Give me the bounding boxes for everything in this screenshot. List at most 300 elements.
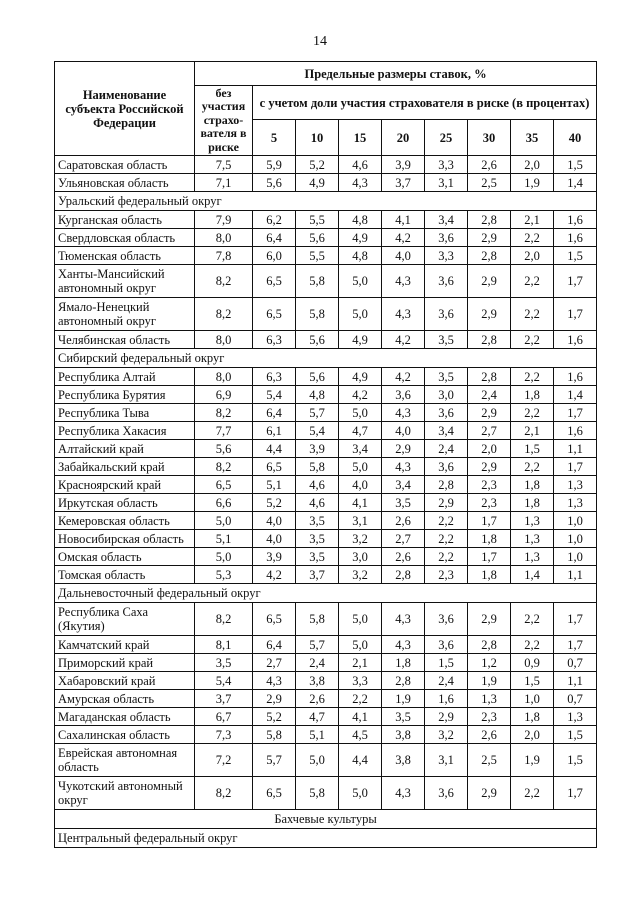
rate-value: 2,2 xyxy=(339,690,382,708)
rate-value: 3,8 xyxy=(382,726,425,744)
rate-value: 3,4 xyxy=(339,440,382,458)
rate-value: 1,6 xyxy=(425,690,468,708)
rate-value: 1,0 xyxy=(554,512,597,530)
rate-value: 5,0 xyxy=(339,603,382,636)
share-percent-header: 30 xyxy=(468,120,511,156)
table-row xyxy=(55,512,597,530)
table-row xyxy=(55,265,597,298)
rate-value: 4,3 xyxy=(382,458,425,476)
rate-value: 4,2 xyxy=(382,368,425,386)
rate-value: 3,3 xyxy=(425,247,468,265)
rate-value: 8,1 xyxy=(195,636,253,654)
table-row xyxy=(55,331,597,349)
rate-value: 8,2 xyxy=(195,404,253,422)
rate-value: 2,2 xyxy=(511,458,554,476)
district-title: Центральный федеральный округ xyxy=(55,829,597,848)
rate-value: 8,0 xyxy=(195,331,253,349)
rate-value: 5,0 xyxy=(339,458,382,476)
rate-value: 2,3 xyxy=(468,494,511,512)
rate-value: 5,7 xyxy=(296,636,339,654)
rate-value: 4,3 xyxy=(382,265,425,298)
subject-name: Саратовская область xyxy=(55,156,195,174)
rate-value: 0,9 xyxy=(511,654,554,672)
rate-value: 2,1 xyxy=(511,422,554,440)
rate-value: 1,6 xyxy=(554,331,597,349)
rate-value: 6,5 xyxy=(253,265,296,298)
subject-name: Амурская область xyxy=(55,690,195,708)
rate-value: 4,9 xyxy=(339,229,382,247)
rate-value: 1,1 xyxy=(554,440,597,458)
rate-value: 8,2 xyxy=(195,603,253,636)
rate-value: 1,3 xyxy=(511,512,554,530)
rate-value: 8,2 xyxy=(195,298,253,331)
rate-value: 2,9 xyxy=(468,265,511,298)
rate-value: 2,2 xyxy=(511,777,554,810)
rate-value: 8,2 xyxy=(195,458,253,476)
rate-value: 2,9 xyxy=(468,603,511,636)
subject-name: Челябинская область xyxy=(55,331,195,349)
rate-value: 1,6 xyxy=(554,211,597,229)
rate-value: 2,0 xyxy=(468,440,511,458)
table-row xyxy=(55,422,597,440)
rate-value: 5,8 xyxy=(296,298,339,331)
rate-value: 2,6 xyxy=(296,690,339,708)
subject-name: Республика Хакасия xyxy=(55,422,195,440)
rate-value: 1,7 xyxy=(554,458,597,476)
table-row xyxy=(55,494,597,512)
rate-value: 4,8 xyxy=(296,386,339,404)
rate-value: 1,8 xyxy=(382,654,425,672)
rates-table-body xyxy=(55,156,597,848)
rate-value: 4,1 xyxy=(339,708,382,726)
rate-value: 4,3 xyxy=(382,603,425,636)
rate-value: 3,4 xyxy=(425,211,468,229)
rate-value: 6,5 xyxy=(253,603,296,636)
rate-value: 5,7 xyxy=(253,744,296,777)
rate-value: 2,3 xyxy=(468,476,511,494)
subject-name: Омская область xyxy=(55,548,195,566)
rate-value: 6,0 xyxy=(253,247,296,265)
rate-value: 6,6 xyxy=(195,494,253,512)
table-row xyxy=(55,229,597,247)
rate-value: 5,5 xyxy=(296,247,339,265)
rate-value: 3,1 xyxy=(339,512,382,530)
rate-value: 3,3 xyxy=(339,672,382,690)
rate-value: 4,0 xyxy=(382,422,425,440)
rate-value: 3,5 xyxy=(296,512,339,530)
rate-value: 1,5 xyxy=(554,156,597,174)
subject-name: Кемеровская область xyxy=(55,512,195,530)
rate-value: 4,7 xyxy=(296,708,339,726)
rate-value: 6,3 xyxy=(253,368,296,386)
rate-value: 5,5 xyxy=(296,211,339,229)
rate-value: 2,8 xyxy=(382,672,425,690)
rate-value: 2,2 xyxy=(511,298,554,331)
table-row xyxy=(55,156,597,174)
rate-value: 1,3 xyxy=(511,548,554,566)
rate-value: 8,0 xyxy=(195,368,253,386)
rate-value: 5,8 xyxy=(296,777,339,810)
rate-value: 4,4 xyxy=(339,744,382,777)
table-row xyxy=(55,476,597,494)
rate-value: 1,3 xyxy=(554,476,597,494)
subject-name: Республика Саха (Якутия) xyxy=(55,603,195,636)
subject-name: Ульяновская область xyxy=(55,174,195,192)
rate-value: 2,2 xyxy=(511,404,554,422)
rate-value: 5,0 xyxy=(339,298,382,331)
rate-value: 1,5 xyxy=(511,672,554,690)
table-row xyxy=(55,298,597,331)
subject-name: Республика Тыва xyxy=(55,404,195,422)
subject-name: Сахалинская область xyxy=(55,726,195,744)
rate-value: 2,0 xyxy=(511,156,554,174)
rate-value: 4,2 xyxy=(253,566,296,584)
subject-name: Новосибирская область xyxy=(55,530,195,548)
rate-value: 2,2 xyxy=(511,636,554,654)
subject-name: Еврейская автономная область xyxy=(55,744,195,777)
rate-value: 1,7 xyxy=(468,512,511,530)
rate-value: 5,4 xyxy=(296,422,339,440)
rate-value: 7,3 xyxy=(195,726,253,744)
rate-value: 1,9 xyxy=(511,744,554,777)
crop-header-row xyxy=(55,810,597,829)
rate-value: 5,8 xyxy=(253,726,296,744)
rate-value: 3,5 xyxy=(425,331,468,349)
table-row xyxy=(55,211,597,229)
rate-value: 1,0 xyxy=(554,548,597,566)
table-row xyxy=(55,654,597,672)
rate-value: 4,2 xyxy=(382,229,425,247)
rates-table xyxy=(54,61,597,848)
rate-value: 2,2 xyxy=(511,331,554,349)
rate-value: 2,7 xyxy=(468,422,511,440)
rate-value: 2,9 xyxy=(468,404,511,422)
rate-value: 2,8 xyxy=(468,368,511,386)
rate-value: 5,6 xyxy=(253,174,296,192)
district-title: Дальневосточный федеральный округ xyxy=(55,584,597,603)
rate-value: 2,7 xyxy=(382,530,425,548)
rate-value: 1,5 xyxy=(511,440,554,458)
subject-name: Ханты-Мансийский автономный округ xyxy=(55,265,195,298)
rate-value: 7,1 xyxy=(195,174,253,192)
rate-value: 1,2 xyxy=(468,654,511,672)
with-share-header: с учетом доли участия страхователя в риске (в процентах) xyxy=(253,86,597,120)
rate-value: 1,9 xyxy=(468,672,511,690)
rate-value: 7,7 xyxy=(195,422,253,440)
rate-value: 5,6 xyxy=(296,331,339,349)
table-row xyxy=(55,744,597,777)
rate-value: 2,9 xyxy=(468,777,511,810)
district-header-row xyxy=(55,192,597,211)
table-row xyxy=(55,368,597,386)
rate-value: 4,9 xyxy=(339,368,382,386)
rate-value: 1,7 xyxy=(554,636,597,654)
rate-value: 3,5 xyxy=(296,530,339,548)
rate-value: 3,2 xyxy=(425,726,468,744)
rate-value: 4,6 xyxy=(339,156,382,174)
rate-value: 4,0 xyxy=(339,476,382,494)
rate-value: 2,6 xyxy=(382,512,425,530)
rate-value: 4,1 xyxy=(382,211,425,229)
rate-value: 3,6 xyxy=(425,298,468,331)
subject-name: Тюменская область xyxy=(55,247,195,265)
table-row xyxy=(55,530,597,548)
subject-name: Красноярский край xyxy=(55,476,195,494)
rate-value: 3,6 xyxy=(425,404,468,422)
rate-value: 1,9 xyxy=(511,174,554,192)
rate-value: 7,5 xyxy=(195,156,253,174)
rate-value: 1,4 xyxy=(554,174,597,192)
rate-value: 1,8 xyxy=(511,476,554,494)
rate-value: 4,1 xyxy=(339,494,382,512)
rate-value: 6,5 xyxy=(195,476,253,494)
table-row xyxy=(55,247,597,265)
rate-value: 8,2 xyxy=(195,777,253,810)
rate-value: 2,2 xyxy=(425,530,468,548)
rate-value: 2,8 xyxy=(468,211,511,229)
rate-value: 4,0 xyxy=(382,247,425,265)
rate-value: 2,9 xyxy=(468,298,511,331)
rate-value: 8,0 xyxy=(195,229,253,247)
subject-column-header: Наименование субъекта Российской Федерации xyxy=(55,62,195,156)
rate-value: 5,9 xyxy=(253,156,296,174)
rate-value: 1,3 xyxy=(554,708,597,726)
rate-value: 2,8 xyxy=(425,476,468,494)
rate-value: 5,0 xyxy=(339,777,382,810)
subject-name: Томская область xyxy=(55,566,195,584)
district-header-row xyxy=(55,349,597,368)
rate-value: 2,2 xyxy=(425,512,468,530)
rate-value: 2,8 xyxy=(382,566,425,584)
rate-value: 7,2 xyxy=(195,744,253,777)
rate-value: 3,2 xyxy=(339,566,382,584)
table-row xyxy=(55,548,597,566)
rate-value: 4,2 xyxy=(339,386,382,404)
rate-value: 4,7 xyxy=(339,422,382,440)
subject-name: Алтайский край xyxy=(55,440,195,458)
rate-value: 3,6 xyxy=(425,603,468,636)
table-row xyxy=(55,458,597,476)
without-share-header: без участия страхо-вателя в риске xyxy=(195,86,253,156)
table-row xyxy=(55,440,597,458)
rate-value: 1,3 xyxy=(554,494,597,512)
rate-value: 3,7 xyxy=(195,690,253,708)
table-row xyxy=(55,636,597,654)
rate-value: 3,6 xyxy=(425,458,468,476)
rate-value: 2,0 xyxy=(511,247,554,265)
rate-value: 5,1 xyxy=(296,726,339,744)
table-row xyxy=(55,708,597,726)
rate-value: 5,1 xyxy=(253,476,296,494)
rate-value: 7,8 xyxy=(195,247,253,265)
table-row xyxy=(55,603,597,636)
rate-value: 2,8 xyxy=(468,247,511,265)
rate-value: 3,6 xyxy=(425,265,468,298)
rate-value: 5,2 xyxy=(253,494,296,512)
rate-value: 2,5 xyxy=(468,744,511,777)
rate-value: 4,3 xyxy=(339,174,382,192)
rate-value: 4,3 xyxy=(382,636,425,654)
rate-value: 2,9 xyxy=(468,229,511,247)
rate-value: 2,1 xyxy=(511,211,554,229)
rate-value: 2,2 xyxy=(511,368,554,386)
rate-value: 2,8 xyxy=(468,636,511,654)
rate-value: 3,6 xyxy=(425,229,468,247)
rate-value: 2,8 xyxy=(468,331,511,349)
rate-value: 6,3 xyxy=(253,331,296,349)
rate-value: 6,4 xyxy=(253,229,296,247)
share-percent-header: 25 xyxy=(425,120,468,156)
rate-value: 3,7 xyxy=(382,174,425,192)
rate-value: 2,9 xyxy=(253,690,296,708)
table-row xyxy=(55,566,597,584)
rate-value: 2,2 xyxy=(511,603,554,636)
rate-value: 2,2 xyxy=(511,229,554,247)
rate-value: 1,5 xyxy=(554,744,597,777)
rate-value: 3,4 xyxy=(382,476,425,494)
rate-value: 3,1 xyxy=(425,174,468,192)
rate-value: 4,8 xyxy=(339,211,382,229)
district-title: Сибирский федеральный округ xyxy=(55,349,597,368)
rate-value: 4,0 xyxy=(253,530,296,548)
rate-value: 2,9 xyxy=(425,494,468,512)
rate-value: 4,0 xyxy=(253,512,296,530)
share-percent-header: 10 xyxy=(296,120,339,156)
rate-value: 4,5 xyxy=(339,726,382,744)
rate-value: 1,0 xyxy=(554,530,597,548)
subject-name: Чукотский автономный округ xyxy=(55,777,195,810)
table-row xyxy=(55,174,597,192)
rate-value: 2,4 xyxy=(296,654,339,672)
rate-value: 3,1 xyxy=(425,744,468,777)
rate-value: 2,7 xyxy=(253,654,296,672)
rate-value: 1,6 xyxy=(554,422,597,440)
table-row xyxy=(55,777,597,810)
rate-value: 1,7 xyxy=(468,548,511,566)
rate-value: 3,8 xyxy=(382,744,425,777)
rate-value: 3,5 xyxy=(382,494,425,512)
rate-value: 1,8 xyxy=(468,566,511,584)
rate-value: 2,4 xyxy=(425,672,468,690)
rate-value: 2,1 xyxy=(339,654,382,672)
rate-value: 1,0 xyxy=(511,690,554,708)
rate-value: 3,9 xyxy=(296,440,339,458)
rate-value: 3,2 xyxy=(339,530,382,548)
rate-value: 3,5 xyxy=(425,368,468,386)
rate-value: 6,5 xyxy=(253,777,296,810)
rate-value: 2,3 xyxy=(468,708,511,726)
rate-value: 6,7 xyxy=(195,708,253,726)
rate-value: 0,7 xyxy=(554,654,597,672)
subject-name: Курганская область xyxy=(55,211,195,229)
table-row xyxy=(55,386,597,404)
rate-value: 3,6 xyxy=(425,777,468,810)
rate-value: 5,8 xyxy=(296,603,339,636)
rate-value: 4,3 xyxy=(382,404,425,422)
subject-name: Приморский край xyxy=(55,654,195,672)
rate-value: 4,3 xyxy=(253,672,296,690)
rate-value: 3,5 xyxy=(195,654,253,672)
rate-value: 5,1 xyxy=(195,530,253,548)
rate-value: 2,6 xyxy=(468,726,511,744)
rate-value: 2,9 xyxy=(425,708,468,726)
subject-name: Иркутская область xyxy=(55,494,195,512)
rate-value: 5,2 xyxy=(296,156,339,174)
rate-value: 1,7 xyxy=(554,777,597,810)
rate-value: 5,0 xyxy=(339,636,382,654)
rate-value: 1,4 xyxy=(511,566,554,584)
rate-value: 5,0 xyxy=(195,548,253,566)
share-percent-header: 15 xyxy=(339,120,382,156)
rate-value: 3,4 xyxy=(425,422,468,440)
rate-value: 4,9 xyxy=(296,174,339,192)
rate-value: 4,3 xyxy=(382,298,425,331)
rate-value: 2,4 xyxy=(425,440,468,458)
rate-value: 1,7 xyxy=(554,298,597,331)
rate-value: 5,7 xyxy=(296,404,339,422)
rate-value: 6,5 xyxy=(253,458,296,476)
rate-value: 5,8 xyxy=(296,458,339,476)
rate-value: 8,2 xyxy=(195,265,253,298)
rate-value: 5,4 xyxy=(195,672,253,690)
rate-value: 6,4 xyxy=(253,404,296,422)
rate-value: 1,8 xyxy=(511,708,554,726)
rate-value: 1,3 xyxy=(468,690,511,708)
rate-value: 3,9 xyxy=(382,156,425,174)
rate-value: 6,2 xyxy=(253,211,296,229)
district-header-row xyxy=(55,584,597,603)
rate-value: 5,6 xyxy=(195,440,253,458)
rate-value: 2,3 xyxy=(425,566,468,584)
rate-value: 1,5 xyxy=(554,726,597,744)
table-row xyxy=(55,690,597,708)
rate-value: 5,6 xyxy=(296,229,339,247)
rate-value: 4,6 xyxy=(296,476,339,494)
subject-name: Забайкальский край xyxy=(55,458,195,476)
rate-value: 2,9 xyxy=(468,458,511,476)
rate-value: 4,3 xyxy=(382,777,425,810)
rate-value: 2,9 xyxy=(382,440,425,458)
rate-value: 3,8 xyxy=(296,672,339,690)
rate-value: 1,6 xyxy=(554,229,597,247)
rate-value: 2,5 xyxy=(468,174,511,192)
rate-value: 1,6 xyxy=(554,368,597,386)
rate-value: 3,0 xyxy=(339,548,382,566)
rate-value: 6,9 xyxy=(195,386,253,404)
rate-value: 4,4 xyxy=(253,440,296,458)
rate-value: 1,5 xyxy=(425,654,468,672)
rate-value: 5,8 xyxy=(296,265,339,298)
rate-value: 2,4 xyxy=(468,386,511,404)
rate-value: 3,5 xyxy=(296,548,339,566)
district-header-row xyxy=(55,829,597,848)
rate-value: 3,7 xyxy=(296,566,339,584)
rate-value: 7,9 xyxy=(195,211,253,229)
rate-value: 1,8 xyxy=(511,386,554,404)
rate-value: 6,1 xyxy=(253,422,296,440)
rate-value: 2,2 xyxy=(425,548,468,566)
rate-value: 3,6 xyxy=(382,386,425,404)
rate-value: 5,2 xyxy=(253,708,296,726)
table-row xyxy=(55,404,597,422)
page-number: 14 xyxy=(313,34,327,49)
table-row xyxy=(55,726,597,744)
table-row xyxy=(55,672,597,690)
rate-value: 2,2 xyxy=(511,265,554,298)
rate-value: 1,9 xyxy=(382,690,425,708)
rate-value: 2,6 xyxy=(382,548,425,566)
rate-value: 4,8 xyxy=(339,247,382,265)
